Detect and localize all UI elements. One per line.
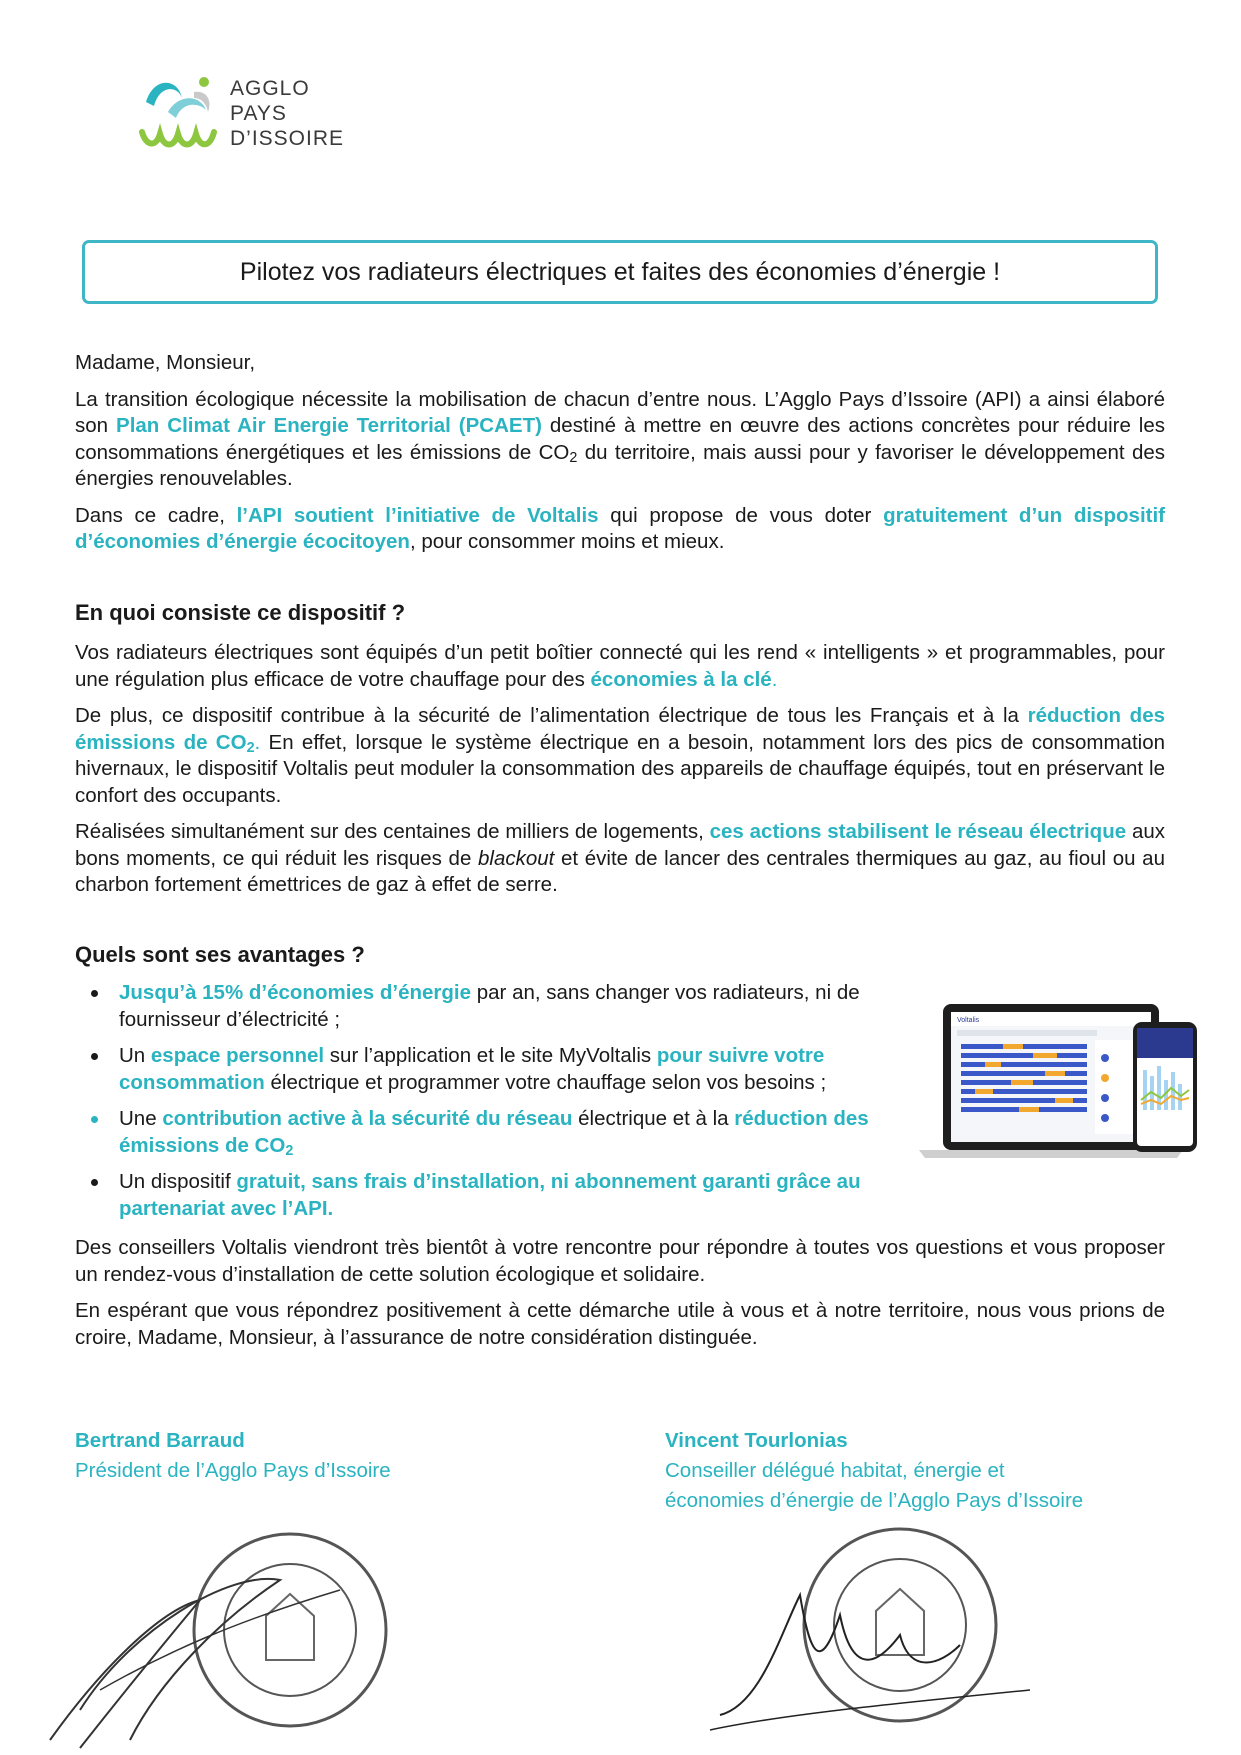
- section1-paragraph-1: Vos radiateurs électriques sont équipés d’un petit boîtier connecté qui les rend « intelligents » et programmables, pour une régulation plus efficace de votre chauffage pour des économies à la clé.: [75, 641, 1165, 691]
- list-item: Un espace personnel sur l’application et le site MyVoltalis pour suivre votre consommation électrique et programmer votre chauffage selon vos besoins ;: [75, 1043, 915, 1096]
- intro-paragraph-1: La transition écologique nécessite la mobilisation de chacun d’entre nous. L’Agglo Pays d’Issoire (API) a ainsi élaboré son Plan Climat Air Energie Territorial (PCAET) destiné à mettre en œuvre des actions concrètes pour réduire les consommations énergétiques et les émissions de $CO_2$ du territoire, mais aussi pour y favoriser le développement des énergies renouvelables.: [75, 387, 1166, 490]
- list-item: Un dispositif gratuit, sans frais d’installation, ni abonnement garanti grâce au partenariat avec l’API.: [75, 1169, 915, 1222]
- right-stamp-and-signature: [700, 1515, 1060, 1745]
- list-item: Une contribution active à la sécurité du réseau électrique et à la réduction des émissions de $CO_2$: [75, 1106, 915, 1159]
- list-item: Jusqu’à 15% d’économies d’énergie par an, sans changer vos radiateurs, ni de fournisseur d’électricité ;: [75, 980, 915, 1033]
- signatory-left-role: Président de l’Agglo Pays d’Issoire: [75, 1459, 391, 1482]
- app-brand: Voltalis: [957, 1017, 980, 1024]
- signatory-right-role-1: Conseiller délégué habitat, énergie et: [665, 1459, 1005, 1482]
- closing-paragraph-1: Des conseillers Voltalis viendront très bientôt à votre rencontre pour répondre à toutes vos questions et vous proposer un rendez-vous d’installation de cette solution écologique et solidaire.: [75, 1236, 1165, 1286]
- title-box: [82, 240, 1158, 304]
- intro-paragraph-2: Dans ce cadre, l’API soutient l’initiative de Voltalis qui propose de vous doter gratuitement d’un dispositif d’économies d’énergie écocitoyen, pour consommer moins et mieux.: [75, 503, 1165, 553]
- section1-block: [75, 640, 1165, 899]
- logo-mark-icon: [138, 72, 230, 154]
- closing-paragraph-2: En espérant que vous répondrez positivement à cette démarche utile à vous et à notre territoire, nous vous prions de croire, Madame, Monsieur, à l’assurance de notre considération distinguée.: [75, 1299, 1165, 1349]
- intro-block: [75, 350, 1165, 556]
- greeting: Madame, Monsieur,: [75, 351, 256, 374]
- signatory-right-role-2: économies d’énergie de l’Agglo Pays d’Issoire: [665, 1489, 1084, 1512]
- agglo-logo: [138, 72, 378, 154]
- signatory-left: [75, 1426, 391, 1486]
- section2-heading: Quels sont ses avantages ?: [75, 942, 365, 967]
- signatory-right: [665, 1426, 1083, 1516]
- page-title: Pilotez vos radiateurs électriques et faites des économies d’énergie !: [239, 257, 1001, 286]
- benefits-list: [75, 980, 915, 1232]
- section1-paragraph-2: De plus, ce dispositif contribue à la sécurité de l’alimentation électrique de tous les Français et à la réduction des émissions de $CO_2$. En effet, lorsque le système électrique en a besoin, notamment lors des pics de consommation hivernaux, le dispositif Voltalis peut moduler la consommation des appareils de chauffage équipés, tout en préservant le confort des occupants.: [75, 704, 1165, 807]
- voltalis-app-illustration: [915, 1000, 1210, 1180]
- signatory-left-name: Bertrand Barraud: [75, 1429, 245, 1452]
- section1-heading: En quoi consiste ce dispositif ?: [75, 600, 406, 625]
- left-stamp-and-signature: [40, 1510, 460, 1750]
- signatory-right-name: Vincent Tourlonias: [665, 1429, 848, 1452]
- logo-wordmark: AGGLO PAYS D’ISSOIRE: [230, 77, 345, 150]
- section1-paragraph-3: Réalisées simultanément sur des centaines de milliers de logements, ces actions stabilisent le réseau électrique aux bons moments, ce qui réduit les risques de blackout et évite de lancer des centrales thermiques au gaz, au fioul ou au charbon fortement émettrices de gaz à effet de serre.: [75, 820, 1165, 896]
- closing-block: [75, 1235, 1165, 1351]
